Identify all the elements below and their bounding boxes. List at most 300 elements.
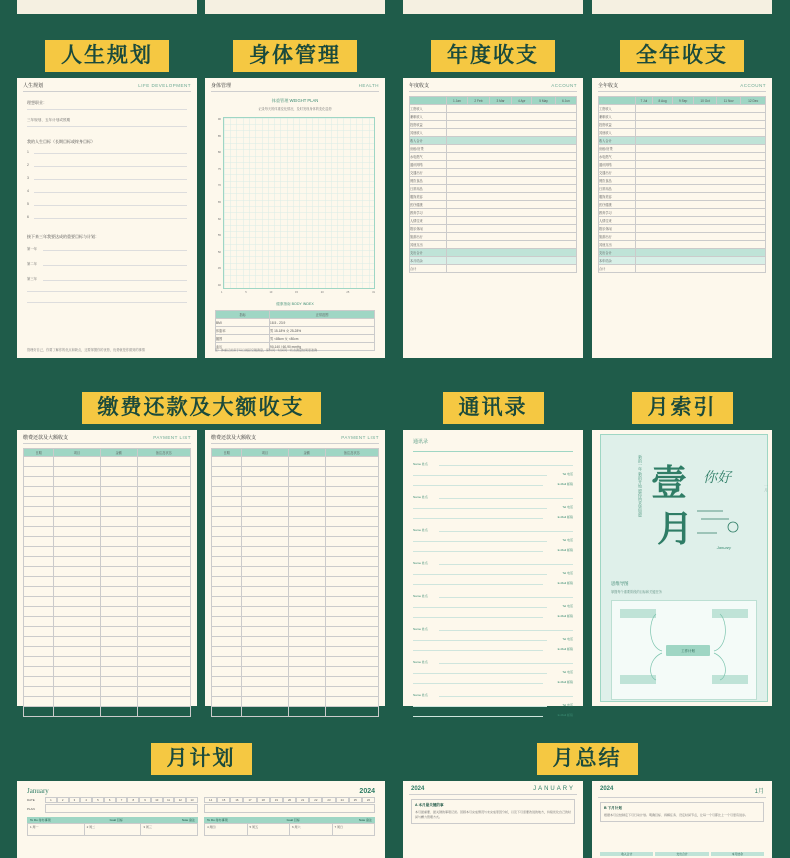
day-cell[interactable]: 17: [243, 797, 256, 803]
day-cell[interactable]: 26: [362, 797, 375, 803]
y-tick: 80: [217, 150, 221, 155]
table-row[interactable]: 其他收入: [599, 129, 766, 137]
full-year-income-table[interactable]: [598, 96, 766, 273]
table-row[interactable]: [212, 677, 379, 687]
section-title-contacts: 通讯录: [403, 392, 583, 424]
contact-tel-line[interactable]: [413, 673, 547, 674]
day-cell[interactable]: 22: [309, 797, 322, 803]
contact-entry[interactable]: [413, 594, 573, 618]
x-tick: 31: [372, 291, 375, 294]
table-row[interactable]: [212, 597, 379, 607]
goal-number: 2: [27, 163, 29, 167]
table-row[interactable]: [24, 507, 191, 517]
page-month-summary-1[interactable]: [403, 781, 583, 858]
goal-list[interactable]: [17, 150, 197, 219]
table-row[interactable]: [212, 667, 379, 677]
table-row[interactable]: [24, 537, 191, 547]
table-row[interactable]: 服饰美容: [410, 193, 577, 201]
table-row[interactable]: 通讯网络: [599, 161, 766, 169]
contact-mail-label: E-Mail 邮箱: [557, 581, 573, 585]
mindmap-canvas[interactable]: [611, 600, 757, 700]
year-label: 第三年: [27, 277, 38, 281]
table-row[interactable]: [212, 517, 379, 527]
weekday-cell[interactable]: 5 周五: [248, 824, 291, 835]
contact-entry[interactable]: [413, 561, 573, 585]
contact-mail-label: E-Mail 邮箱: [557, 614, 573, 618]
day-cell[interactable]: 20: [283, 797, 296, 803]
goal-number: 4: [27, 189, 29, 193]
contact-tel-line[interactable]: [413, 541, 547, 542]
contact-tel-label: Tel 电话: [562, 472, 573, 476]
table-row[interactable]: 日常用品: [599, 185, 766, 193]
page-full-year-income[interactable]: [592, 78, 772, 358]
table-row[interactable]: BMI 18.5 - 23.9: [216, 319, 375, 327]
contact-name-line[interactable]: [439, 564, 573, 565]
table-row[interactable]: [212, 507, 379, 517]
contact-name-line[interactable]: [439, 663, 573, 664]
table-row[interactable]: [24, 657, 191, 667]
table-row-total[interactable]: 支出合计: [599, 249, 766, 257]
table-row[interactable]: 娱乐休闲: [410, 225, 577, 233]
table-row-total[interactable]: 收入合计: [599, 137, 766, 145]
x-tick: 1: [221, 291, 223, 294]
table-row[interactable]: 教育学习: [410, 209, 577, 217]
goal-label: Goal 目标: [109, 818, 123, 822]
table-row[interactable]: 兼职收入: [599, 113, 766, 121]
summary-footer-rows: [600, 852, 764, 856]
table-row[interactable]: 交通出行: [410, 169, 577, 177]
contact-entry[interactable]: [413, 495, 573, 519]
contact-mail-line[interactable]: [413, 650, 543, 651]
table-row[interactable]: 餐饮食品: [599, 177, 766, 185]
plan-row-1[interactable]: [45, 804, 198, 813]
contact-tel-line[interactable]: [413, 475, 547, 476]
weekday-row-1[interactable]: [27, 823, 198, 836]
day-cell[interactable]: 16: [230, 797, 243, 803]
goal-line[interactable]: [34, 218, 187, 219]
table-row[interactable]: [24, 547, 191, 557]
day-cell[interactable]: 2: [57, 797, 69, 803]
day-cell[interactable]: 8: [127, 797, 139, 803]
day-cell[interactable]: 6: [104, 797, 116, 803]
field-label-career: 理想职业：: [27, 100, 47, 105]
extra-line[interactable]: [27, 291, 187, 292]
table-row[interactable]: 通讯网络: [410, 161, 577, 169]
table-row[interactable]: [212, 577, 379, 587]
table-row-total[interactable]: 收入合计: [410, 137, 577, 145]
partial-page-1: [17, 0, 197, 14]
table-row[interactable]: [212, 557, 379, 567]
contact-entry[interactable]: [413, 528, 573, 552]
table-row[interactable]: [24, 477, 191, 487]
year-label: 2024: [600, 786, 614, 792]
table-row[interactable]: [212, 537, 379, 547]
day-cell[interactable]: 12: [174, 797, 186, 803]
goal-line[interactable]: [34, 205, 187, 206]
day-cell[interactable]: 24: [336, 797, 349, 803]
table-row[interactable]: [212, 647, 379, 657]
year-line[interactable]: [43, 265, 187, 266]
page-month-index[interactable]: [592, 430, 772, 706]
table-row[interactable]: [212, 637, 379, 647]
day-cell[interactable]: 19: [270, 797, 283, 803]
goal-number: 3: [27, 176, 29, 180]
payment-table[interactable]: [23, 448, 191, 717]
table-row[interactable]: 房租/房贷: [410, 145, 577, 153]
table-row[interactable]: [24, 617, 191, 627]
contact-list[interactable]: [403, 462, 583, 717]
table-row[interactable]: 人情往来: [410, 217, 577, 225]
table-row[interactable]: 水电燃气: [410, 153, 577, 161]
mindmap-title: 思维导图: [611, 581, 629, 586]
table-row[interactable]: [212, 697, 379, 707]
table-row[interactable]: [212, 457, 379, 467]
contact-mail-line[interactable]: [413, 518, 543, 519]
table-row[interactable]: 人情往来: [599, 217, 766, 225]
table-row[interactable]: 腰围 男 <85cm 女 <80cm: [216, 335, 375, 343]
contact-mail-line[interactable]: [413, 683, 543, 684]
table-header-row: 指标 正常范围: [216, 311, 375, 319]
day-cell[interactable]: 21: [296, 797, 309, 803]
big-char-1: 壹: [651, 463, 688, 503]
contact-mail-line[interactable]: [413, 551, 543, 552]
table-row[interactable]: 工资收入: [410, 105, 577, 113]
note-label: Note 备注: [181, 818, 195, 822]
contact-tel-label: Tel 电话: [562, 670, 573, 674]
table-row-balance[interactable]: 本月结余: [410, 257, 577, 265]
day-cell[interactable]: 5: [92, 797, 104, 803]
year-line[interactable]: [43, 280, 187, 281]
block-body: 根据本月总结制定下月行动计划。明确目标、拆解任务、设定时间节点，让每一个月都比上一个月更有进步。: [604, 813, 749, 817]
y-tick: 90: [217, 117, 221, 121]
contact-tel-label: Tel 电话: [562, 505, 573, 509]
table-row[interactable]: [24, 567, 191, 577]
year-label: 第二年: [27, 262, 38, 266]
table-row[interactable]: 兼职收入: [410, 113, 577, 121]
table-row[interactable]: 投资收益: [599, 121, 766, 129]
day-cell[interactable]: 10: [151, 797, 163, 803]
mindmap-block[interactable]: [611, 581, 757, 700]
table-row[interactable]: 服饰美容: [599, 193, 766, 201]
contact-tel-label: Tel 电话: [562, 703, 573, 707]
goal-number: 6: [27, 215, 29, 219]
table-row[interactable]: 合计: [599, 265, 766, 273]
table-row[interactable]: [24, 587, 191, 597]
days-row-2[interactable]: [204, 797, 375, 803]
days-row-1[interactable]: [45, 797, 198, 803]
field-line-2: [27, 126, 187, 127]
contact-name-label: Name 姓名: [413, 495, 428, 499]
table-row[interactable]: [24, 557, 191, 567]
goal-number: 5: [27, 202, 29, 206]
contact-tel-label: Tel 电话: [562, 571, 573, 575]
y-tick: 65: [217, 199, 221, 204]
y-tick: 40: [217, 282, 221, 287]
goal-number: 1: [27, 150, 29, 154]
table-row[interactable]: [212, 657, 379, 667]
section-title-month-plan: 月计划: [17, 743, 385, 775]
contact-mail-line[interactable]: [413, 716, 543, 717]
table-row[interactable]: [212, 607, 379, 617]
contact-name-label: Name 姓名: [413, 594, 428, 598]
chart-grid[interactable]: [223, 117, 375, 289]
annual-income-table[interactable]: [409, 96, 577, 273]
table-row[interactable]: [24, 497, 191, 507]
table-header-row: 日期 项目 金额 备注及状态: [24, 449, 191, 457]
contact-name-line[interactable]: [439, 531, 573, 532]
day-cell[interactable]: 9: [139, 797, 151, 803]
page-annual-income[interactable]: [403, 78, 583, 358]
table-row[interactable]: 教育学习: [599, 209, 766, 217]
table-row[interactable]: [24, 607, 191, 617]
table-row[interactable]: 其他支出: [599, 241, 766, 249]
table-row[interactable]: [212, 567, 379, 577]
month-index-card[interactable]: [600, 434, 768, 702]
contact-name-line[interactable]: [439, 498, 573, 499]
table-row[interactable]: 交通出行: [599, 169, 766, 177]
contact-mail-label: E-Mail 邮箱: [557, 647, 573, 651]
weight-chart[interactable]: [211, 117, 375, 289]
table-row[interactable]: 投资收益: [410, 121, 577, 129]
partial-page-2: [205, 0, 385, 14]
table-row[interactable]: [24, 697, 191, 707]
header-rule: [598, 797, 766, 798]
day-cell[interactable]: 4: [80, 797, 92, 803]
page-payment-list-1[interactable]: [17, 430, 197, 706]
contact-entry[interactable]: [413, 462, 573, 486]
partial-page-3: [403, 0, 583, 14]
x-tick: 15: [295, 291, 298, 294]
table-row[interactable]: 娱乐休闲: [599, 225, 766, 233]
goal-label: Goal 目标: [286, 818, 300, 822]
table-row[interactable]: [212, 467, 379, 477]
table-row[interactable]: 其他支出: [410, 241, 577, 249]
weekday-cell[interactable]: 6 周六: [290, 824, 333, 835]
table-row[interactable]: [24, 527, 191, 537]
y-tick: 55: [217, 233, 221, 238]
note-label: Note 备注: [358, 818, 372, 822]
page-body-management[interactable]: [205, 78, 385, 358]
header-rule: [409, 794, 577, 795]
table-row[interactable]: [212, 617, 379, 627]
day-cell[interactable]: 7: [116, 797, 128, 803]
table-row[interactable]: [24, 467, 191, 477]
block-title: A 本月最关键的事: [415, 803, 444, 807]
partial-page-4: [592, 0, 772, 14]
contact-name-label: Name 姓名: [413, 462, 428, 466]
extra-line[interactable]: [27, 302, 187, 303]
x-tick: 25: [346, 291, 350, 294]
page-month-summary-2[interactable]: [592, 781, 772, 858]
section-title-full-year-income: 全年收支: [592, 40, 772, 72]
table-row[interactable]: 合计: [410, 265, 577, 273]
section-title-annual-income: 年度收支: [403, 40, 583, 72]
table-row[interactable]: [212, 587, 379, 597]
col-blank: [599, 97, 636, 105]
month-name: January: [27, 787, 49, 795]
table-row[interactable]: [212, 527, 379, 537]
table-row[interactable]: [24, 487, 191, 497]
weekday-cell[interactable]: 4 周四: [205, 824, 248, 835]
contact-name-line[interactable]: [439, 465, 573, 466]
table-row[interactable]: 医疗健康: [410, 201, 577, 209]
block-body: 本月最重要、最关键的事项记录。回顾本月完成情况与未完成原因分析，以及下月需要改进的地方，持续优化自己的时间与精力管理方式。: [415, 810, 572, 819]
contact-tel-label: Tel 电话: [562, 637, 573, 641]
table-row[interactable]: [24, 637, 191, 647]
year-line[interactable]: [43, 250, 187, 251]
goal-line[interactable]: [34, 166, 187, 167]
top-partial-strip: [0, 0, 790, 14]
payment-table[interactable]: [211, 448, 379, 717]
day-cell[interactable]: 14: [204, 797, 217, 803]
weekday-cell[interactable]: 2 周二: [85, 824, 142, 835]
contact-name-label: Name 姓名: [413, 627, 428, 631]
table-row[interactable]: [212, 687, 379, 697]
plan-row-2[interactable]: [204, 804, 375, 813]
table-row[interactable]: 其他收入: [410, 129, 577, 137]
footer-row: 收入合计: [600, 852, 653, 856]
table-row[interactable]: [212, 477, 379, 487]
contact-entry[interactable]: [413, 660, 573, 684]
goal-line[interactable]: [34, 179, 187, 180]
month-cn-label: 1月: [754, 789, 764, 795]
todo-label: To Do 待办事项: [207, 818, 228, 822]
weekday-cell[interactable]: 7 周日: [334, 825, 344, 829]
table-row[interactable]: 房租/房贷: [599, 145, 766, 153]
page-header: 人生规划 LIFE DEVELOPMENT: [23, 83, 191, 89]
table-row[interactable]: [24, 647, 191, 657]
page-life-plan[interactable]: [17, 78, 197, 358]
table-row[interactable]: 餐饮食品: [410, 177, 577, 185]
contact-name-line[interactable]: [439, 696, 573, 697]
contact-entry[interactable]: [413, 693, 573, 717]
x-tick: 5: [245, 291, 247, 294]
contact-tel-label: Tel 电话: [562, 604, 573, 608]
contact-tel-line[interactable]: [413, 607, 547, 608]
table-row[interactable]: [212, 487, 379, 497]
goal-line[interactable]: [34, 153, 187, 154]
page-footer: 管理好自己，你要了解你的优点和缺点，还要掌握你的优势，优势就是你做到的事情: [27, 347, 145, 352]
contact-mail-label: E-Mail 邮箱: [557, 713, 573, 717]
contact-mail-line[interactable]: [413, 485, 543, 486]
table-row-balance[interactable]: 本年结余: [599, 257, 766, 265]
weekday-cell[interactable]: 3 周三: [143, 825, 152, 829]
table-row[interactable]: [24, 687, 191, 697]
table-row[interactable]: [24, 627, 191, 637]
contact-name-label: Name 姓名: [413, 561, 428, 565]
year-label: 2024: [359, 788, 375, 795]
table-row[interactable]: 旅游出行: [410, 233, 577, 241]
contact-tel-line[interactable]: [413, 574, 547, 575]
contact-name-label: Name 姓名: [413, 660, 428, 664]
chart-title: 体重管理 WEIGHT PLAN: [271, 98, 319, 103]
contact-name-label: Name 姓名: [413, 528, 428, 532]
table-row[interactable]: 体脂率 男 15-18% 女 25-28%: [216, 327, 375, 335]
contact-name-label: Name 姓名: [413, 693, 428, 697]
day-cell[interactable]: 11: [163, 797, 175, 803]
page-header: 年度收支 ACCOUNT: [409, 83, 577, 89]
day-cell[interactable]: 15: [217, 797, 230, 803]
weekday-row-2[interactable]: [204, 823, 375, 836]
section-title-body-management: 身体管理: [205, 40, 385, 72]
day-cell[interactable]: 25: [349, 797, 362, 803]
table-row[interactable]: [24, 577, 191, 587]
decoration-lines-icon: [695, 507, 741, 541]
section-title-life-plan: 人生规划: [17, 40, 197, 72]
col-blank: [410, 97, 447, 105]
contact-name-line[interactable]: [439, 630, 573, 631]
month-title-block: [611, 449, 733, 569]
page-month-plan[interactable]: [17, 781, 385, 858]
day-cell[interactable]: 3: [69, 797, 81, 803]
contact-mail-line[interactable]: [413, 584, 543, 585]
table-row[interactable]: [24, 597, 191, 607]
day-cell[interactable]: 18: [257, 797, 270, 803]
contact-mail-label: E-Mail 邮箱: [557, 548, 573, 552]
goal-line[interactable]: [34, 192, 187, 193]
table-row[interactable]: 工资收入: [599, 105, 766, 113]
contact-tel-line[interactable]: [413, 640, 547, 641]
y-tick: 70: [217, 183, 221, 188]
month-en-label: JANUARY: [533, 786, 575, 792]
contact-name-line[interactable]: [439, 597, 573, 598]
table-row[interactable]: [24, 457, 191, 467]
table-row[interactable]: [24, 707, 191, 717]
table-row[interactable]: [24, 677, 191, 687]
header-rule: [211, 91, 379, 92]
weekday-cell[interactable]: 1 周一: [28, 824, 85, 835]
contact-mail-line[interactable]: [413, 617, 543, 618]
y-tick: 45: [217, 266, 221, 271]
block2-title: 接下来三年我要达成的重要目标与计划：: [27, 234, 99, 239]
day-cell[interactable]: 1: [45, 797, 57, 803]
page-payment-list-2[interactable]: [205, 430, 385, 706]
page-header: 全年收支 ACCOUNT: [598, 83, 766, 89]
table-row[interactable]: [212, 497, 379, 507]
y-tick: 50: [217, 249, 221, 254]
script-text: 你好: [703, 471, 731, 486]
field-label-plan: 三年规划、五年计划或预期: [27, 118, 71, 122]
contact-tel-line[interactable]: [413, 508, 547, 509]
table-header-row: 7 Jul 8 Aug 9 Sep 10 Oct 11 Nov 12 Dec: [599, 97, 766, 105]
table-row[interactable]: [212, 547, 379, 557]
table-row[interactable]: 水电燃气: [599, 153, 766, 161]
mindmap-connectors-icon: [612, 601, 764, 699]
table-row[interactable]: [24, 667, 191, 677]
table-row[interactable]: [24, 517, 191, 527]
page-contacts[interactable]: [403, 430, 583, 717]
contact-mail-label: E-Mail 邮箱: [557, 515, 573, 519]
contact-tel-line[interactable]: [413, 706, 547, 707]
mindmap-center-node[interactable]: 工作计划: [666, 645, 710, 656]
health-index-table[interactable]: [215, 310, 375, 351]
table-row[interactable]: [212, 627, 379, 637]
x-tick: 10: [269, 291, 273, 294]
table-row[interactable]: 医疗健康: [599, 201, 766, 209]
day-cell[interactable]: 13: [186, 797, 198, 803]
table-row[interactable]: [212, 707, 379, 717]
mindmap-subtitle: 掌握每个重要阶段的目标和关键任务: [611, 590, 662, 594]
table-row-total[interactable]: 支出合计: [410, 249, 577, 257]
y-tick: 75: [217, 166, 221, 171]
table-header-row: 1 Jan 2 Feb 3 Mar 4 Apr 5 May 6 Jun: [410, 97, 577, 105]
day-cell[interactable]: 23: [322, 797, 335, 803]
table-row[interactable]: 日常用品: [410, 185, 577, 193]
table-row[interactable]: 血压 90-140 / 60-90 mmHg: [216, 343, 375, 351]
table-row[interactable]: 旅游出行: [599, 233, 766, 241]
contact-entry[interactable]: [413, 627, 573, 651]
page-tab-label: 一月: [764, 484, 769, 492]
